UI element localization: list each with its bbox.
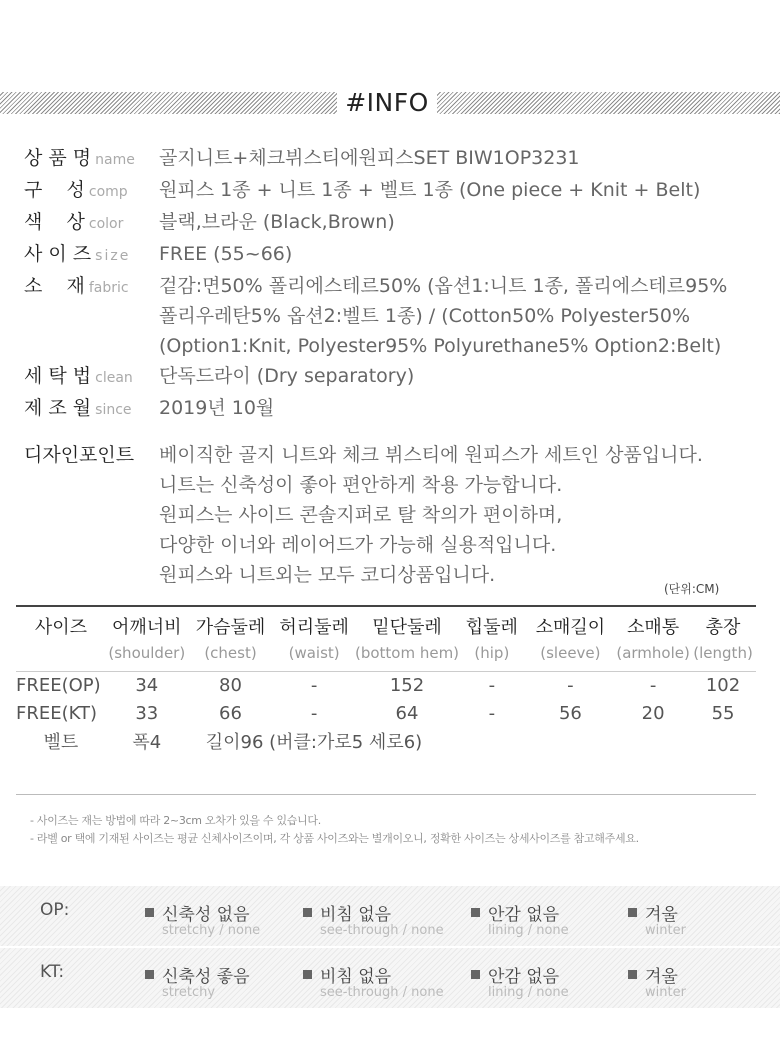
property-label: KT: (40, 962, 65, 982)
design-line: 원피스는 사이드 콘솔지퍼로 탈 착의가 편이하며, (159, 504, 563, 526)
property-row-op (0, 886, 780, 946)
property-value-en: lining / none (488, 923, 569, 938)
info-row-color (24, 207, 764, 239)
col-header-en (16, 639, 106, 667)
square-icon (303, 908, 312, 917)
property-value: 겨울 (645, 967, 678, 987)
table-cell: FREE(OP) (16, 674, 101, 696)
table-cell: - (567, 674, 574, 696)
col-header-en: (waist) (288, 644, 340, 662)
info-label-en: since (95, 402, 132, 418)
product-info (24, 143, 764, 425)
property-item (471, 900, 569, 938)
info-value: 골지니트+체크뷔스티에원피스SET BIW1OP3231 (159, 147, 580, 169)
col-header: 밑단둘레 (372, 617, 442, 638)
table-cell: 66 (219, 702, 242, 724)
table-cell: 64 (395, 702, 419, 724)
info-row-clean (24, 361, 764, 393)
table-cell: 152 (389, 674, 425, 696)
design-point (24, 440, 703, 590)
col-header-en: (armhole) (616, 644, 690, 662)
col-header: 허리둘레 (279, 617, 349, 638)
col-header: 소매통 (627, 617, 680, 638)
property-value: 안감 없음 (488, 905, 560, 925)
table-cell: - (310, 702, 318, 724)
square-icon (471, 908, 480, 917)
info-row-size (24, 239, 764, 271)
info-value: 2019년 10월 (159, 397, 275, 419)
property-value: 안감 없음 (488, 967, 560, 987)
belt-length: 길이96 (버클:가로5 세로6) (205, 732, 423, 753)
property-item (145, 962, 250, 1000)
design-label: 디자인포인트 (24, 444, 135, 466)
divider (16, 794, 756, 795)
info-label: 소 재 (24, 275, 85, 297)
header-row-ko (16, 607, 756, 639)
square-icon (628, 970, 637, 979)
size-notes (30, 812, 639, 848)
info-value: 단독드라이 (Dry separatory) (159, 365, 415, 387)
note-line: - 라벨 or 택에 기재된 사이즈는 평균 신체사이즈이며, 각 상품 사이즈와는 별개이오니, 정확한 사이즈는 상세사이즈를 참고해주세요. (30, 832, 639, 845)
info-label-en: clean (95, 370, 133, 386)
design-line: 다양한 이너와 레이어드가 가능해 실용적입니다. (159, 534, 557, 556)
table-cell: 33 (135, 702, 159, 724)
table-row (16, 671, 756, 699)
property-item (303, 962, 444, 1000)
info-label-en: color (88, 216, 124, 232)
col-header-en: (chest) (204, 644, 257, 662)
property-label: OP: (40, 900, 70, 920)
table-cell: 56 (558, 702, 582, 724)
info-label-en: size (95, 248, 131, 264)
section-title: #INFO (337, 88, 437, 118)
col-header-en: (sleeve) (540, 644, 601, 662)
design-line: 베이직한 골지 니트와 체크 뷔스티에 원피스가 세트인 상품입니다. (159, 444, 703, 466)
table-cell: FREE(KT) (16, 702, 98, 724)
header-row-en (16, 639, 756, 667)
property-value-en: winter (645, 923, 686, 938)
info-row-comp (24, 175, 764, 207)
table-cell: 80 (219, 674, 242, 696)
info-label: 세 탁 법 (24, 365, 92, 387)
design-line: 원피스와 니트외는 모두 코디상품입니다. (159, 564, 496, 586)
info-label-en: fabric (88, 280, 129, 296)
property-value: 비침 없음 (320, 905, 392, 925)
info-value: 겉감:면50% 폴리에스테르50% (옵션1:니트 1종, 폴리에스테르95% 폴리우레탄5% 옵션2:벨트 1종) / (Cotton50% Polyester50% (Option1:Knit, Polyester95% Polyurethane5% Option2:Belt) (159, 275, 728, 357)
table-row (16, 699, 756, 727)
col-header: 소매길이 (535, 617, 606, 638)
info-row-fabric (24, 271, 764, 361)
col-header-en: (length) (693, 644, 753, 662)
info-value: 원피스 1종 + 니트 1종 + 벨트 1종 (One piece + Knit + Belt) (159, 179, 701, 201)
info-row-name (24, 143, 764, 175)
property-value-en: see-through / none (320, 985, 444, 1000)
info-label: 사 이 즈 (24, 243, 92, 265)
belt-width: 폭4 (132, 732, 162, 753)
table-cell: 55 (711, 702, 735, 724)
info-label: 제 조 월 (24, 397, 92, 419)
square-icon (471, 970, 480, 979)
property-item (471, 962, 569, 1000)
property-item (628, 962, 686, 1000)
property-value-en: stretchy (162, 985, 216, 1000)
square-icon (145, 908, 154, 917)
col-header: 사이즈 (34, 617, 88, 638)
property-value-en: lining / none (488, 985, 569, 1000)
property-value-en: see-through / none (320, 923, 444, 938)
info-label-en: comp (88, 184, 128, 200)
square-icon (628, 908, 637, 917)
note-line: - 사이즈는 재는 방법에 따라 2~3cm 오차가 있을 수 있습니다. (30, 814, 321, 827)
col-header: 총장 (705, 617, 741, 638)
belt-label: 벨트 (43, 732, 79, 753)
property-value-en: stretchy / none (162, 923, 261, 938)
design-line: 니트는 신축성이 좋아 편안하게 착용 가능합니다. (159, 474, 563, 496)
info-label: 상 품 명 (24, 147, 92, 169)
size-table (16, 605, 756, 755)
info-value: FREE (55~66) (159, 243, 293, 265)
table-cell: - (488, 674, 496, 696)
table-cell: - (488, 702, 496, 724)
info-label-en: name (95, 152, 135, 168)
col-header: 힙둘레 (465, 617, 518, 638)
square-icon (145, 970, 154, 979)
property-item (628, 900, 686, 938)
col-header-en: (bottom hem) (354, 644, 460, 662)
info-label: 구 성 (24, 179, 85, 201)
belt-row (16, 727, 756, 755)
property-value-en: winter (645, 985, 686, 1000)
col-header: 어깨너비 (112, 617, 182, 638)
info-label: 색 상 (24, 211, 85, 233)
property-item (145, 900, 260, 938)
table-cell: 34 (135, 674, 159, 696)
unit-note: (단위:CM) (664, 582, 720, 596)
square-icon (303, 970, 312, 979)
col-header: 가슴둘레 (195, 617, 266, 638)
table-cell: 102 (705, 674, 741, 696)
table-cell: - (310, 674, 318, 696)
property-item (303, 900, 444, 938)
col-header-en: (shoulder) (108, 644, 186, 662)
info-value: 블랙,브라운 (Black,Brown) (159, 211, 395, 233)
table-cell: 20 (641, 702, 665, 724)
property-value: 비침 없음 (320, 967, 392, 987)
info-row-since (24, 393, 764, 425)
col-header-en: (hip) (474, 644, 510, 662)
property-value: 겨울 (645, 905, 678, 925)
property-value: 신축성 없음 (162, 905, 250, 925)
property-row-kt (0, 948, 780, 1008)
table-cell: - (649, 674, 657, 696)
property-value: 신축성 좋음 (162, 967, 250, 987)
